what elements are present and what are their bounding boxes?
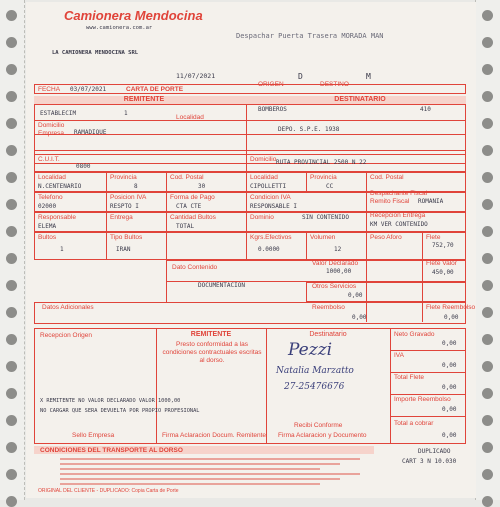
cart-number: CART 3 N 10.030 bbox=[402, 458, 457, 465]
despachante-label: Despachante Fiscal bbox=[370, 190, 428, 197]
volumen-value: 12 bbox=[334, 246, 342, 253]
destinatario-domicilio-label: Domicilio bbox=[250, 156, 277, 163]
tractor-hole bbox=[6, 226, 17, 237]
remitente-empresa-label: Empresa bbox=[38, 130, 65, 137]
tractor-hole bbox=[482, 37, 493, 48]
destinatario-sign-title: Destinatario bbox=[309, 331, 347, 338]
reembolso-label: Reembolso bbox=[312, 304, 345, 311]
dominio-value: SIN CONTENIDO bbox=[302, 214, 349, 221]
origin-code: D bbox=[298, 72, 303, 81]
tractor-hole bbox=[6, 442, 17, 453]
origin-label: ORIGEN bbox=[258, 81, 284, 88]
fine-print-line bbox=[60, 463, 340, 465]
tractor-hole bbox=[482, 307, 493, 318]
destinatario-provincia-value: CC bbox=[326, 183, 334, 190]
company-name: LA CAMIONERA MENDOCINA SRL bbox=[52, 50, 139, 56]
duplicado-label: DUPLICADO bbox=[418, 448, 451, 455]
valor-declarado-value: 1000,00 bbox=[326, 268, 352, 275]
tractor-hole bbox=[6, 172, 17, 183]
forma-pago-value: CTA CTE bbox=[176, 203, 202, 210]
tractor-hole bbox=[482, 64, 493, 75]
entrega-label: Entrega bbox=[110, 214, 133, 221]
date-value: 03/07/2021 bbox=[70, 86, 107, 93]
printed-line-1: X REMITENTE NO VALOR DECLARADO VALOR 1000,00 bbox=[40, 398, 181, 404]
remito-fiscal-label: Remito Fiscal bbox=[370, 198, 410, 205]
tractor-hole bbox=[6, 469, 17, 480]
tractor-hole bbox=[6, 10, 17, 21]
fine-print-line bbox=[60, 473, 360, 475]
flete-label: Flete bbox=[426, 234, 441, 241]
descripcion-label: Dato Contenido bbox=[172, 264, 218, 271]
bultos-value: 1 bbox=[60, 246, 64, 253]
reception-title: Recepcion Origen bbox=[40, 332, 93, 339]
otros-label: Otros Servicios bbox=[312, 283, 357, 290]
tractor-hole bbox=[6, 280, 17, 291]
tractor-hole bbox=[6, 361, 17, 372]
handwritten-signature: Pezzi bbox=[288, 340, 333, 360]
handwritten-name: Natalia Marzatto bbox=[276, 366, 354, 376]
tractor-hole bbox=[6, 253, 17, 264]
waybill-sheet bbox=[26, 2, 476, 498]
tractor-hole bbox=[482, 199, 493, 210]
tractor-hole bbox=[482, 226, 493, 237]
telefono-value: 02000 bbox=[38, 203, 57, 210]
recepcion-label: Recepcion Entrega bbox=[370, 212, 426, 219]
kg-label: Kgrs.Efectivos bbox=[250, 234, 292, 241]
tractor-hole bbox=[482, 361, 493, 372]
condicion-label: Condicion IVA bbox=[250, 194, 291, 201]
conditions-title: CONDICIONES DEL TRANSPORTE AL DORSO bbox=[40, 447, 183, 454]
destinatario-localidad-label: Localidad bbox=[250, 174, 278, 181]
fine-print-line bbox=[60, 483, 320, 485]
remitente-sign-title: REMITENTE bbox=[190, 331, 232, 338]
recibi-conforme: Recibi Conforme bbox=[294, 422, 343, 429]
tractor-hole bbox=[482, 496, 493, 507]
destinatario-title: DESTINATARIO bbox=[334, 96, 386, 103]
destinatario-number: 410 bbox=[420, 106, 431, 113]
otros-value: 0,00 bbox=[348, 292, 363, 299]
peso-aforo-label: Peso Aforo bbox=[370, 234, 402, 241]
dominio-label: Dominio bbox=[250, 214, 274, 221]
total-cobrar-label: Total a cobrar bbox=[394, 420, 434, 427]
tractor-hole bbox=[482, 253, 493, 264]
dest-label: DESTINO bbox=[320, 81, 349, 88]
tractor-hole bbox=[6, 118, 17, 129]
carbon-date: 11/07/2021 bbox=[176, 72, 216, 80]
cantidad-bultos-label: Cantidad Bultos bbox=[170, 214, 216, 221]
tractor-hole bbox=[6, 199, 17, 210]
remitente-title: REMITENTE bbox=[123, 96, 165, 103]
date-label: FECHA bbox=[38, 86, 61, 93]
destinatario-name: BOMBEROS bbox=[258, 106, 287, 113]
tractor-hole bbox=[482, 469, 493, 480]
tractor-hole bbox=[482, 172, 493, 183]
tractor-hole bbox=[6, 307, 17, 318]
tractor-hole bbox=[482, 280, 493, 291]
total-flete-value: 0,00 bbox=[442, 384, 457, 391]
handwritten-dni: 27-25476676 bbox=[284, 382, 345, 392]
tipo-bultos-value: IRAN bbox=[116, 246, 131, 253]
flete-reembolso-value: 0,00 bbox=[444, 314, 459, 321]
importe-reembolso-value: 0,00 bbox=[442, 406, 457, 413]
tractor-hole bbox=[482, 10, 493, 21]
remitente-name: ESTABLECIM bbox=[40, 110, 77, 117]
tractor-hole bbox=[6, 64, 17, 75]
tractor-hole bbox=[6, 388, 17, 399]
fine-print-line bbox=[60, 468, 320, 470]
tractor-hole bbox=[6, 91, 17, 102]
remitente-conformity-text: Presto conformidad a las condiciones contractuales escritas al dorso. bbox=[162, 341, 262, 364]
condicion-value: RESPONSABLE I bbox=[250, 203, 297, 210]
tractor-hole bbox=[482, 388, 493, 399]
company-logo: Camionera Mendocina bbox=[64, 8, 203, 23]
importe-reembolso-label: Importe Reembolso bbox=[394, 396, 451, 403]
flete-valor-value: 450,00 bbox=[432, 269, 454, 276]
tipo-bultos-label: Tipo Bultos bbox=[110, 234, 143, 241]
flete-reembolso-label: Flete Reembolso bbox=[426, 304, 476, 311]
recibi-firma: Firma Aclaracion y Documento bbox=[278, 432, 367, 439]
cantidad-bultos-value: TOTAL bbox=[176, 223, 195, 230]
responsable-value: ELEMA bbox=[38, 223, 57, 230]
destinatario-domicilio-value: RUTA PROVINCIAL 2500 N 22 bbox=[276, 159, 367, 166]
tractor-hole bbox=[6, 37, 17, 48]
tractor-hole bbox=[482, 334, 493, 345]
forma-pago-label: Forma de Pago bbox=[170, 194, 215, 201]
remitente-provincia-label: Provincia bbox=[110, 174, 137, 181]
iva-label: IVA bbox=[394, 352, 404, 359]
tractor-hole bbox=[482, 91, 493, 102]
remitente-cp-value: 30 bbox=[198, 183, 206, 190]
tractor-hole bbox=[482, 442, 493, 453]
destinatario-localidad-value: CIPOLLETTI bbox=[250, 183, 287, 190]
responsable-label: Responsable bbox=[38, 214, 76, 221]
sello-empresa: Sello Empresa bbox=[72, 432, 115, 439]
tractor-hole bbox=[482, 415, 493, 426]
remitente-provincia-value: 8 bbox=[134, 183, 138, 190]
destinatario-cp-label: Cod. Postal bbox=[370, 174, 404, 181]
reembolso-row bbox=[34, 302, 466, 324]
recepcion-value: KM VER CONTENIDO bbox=[370, 221, 428, 228]
tractor-hole bbox=[6, 496, 17, 507]
remitente-localidad-label: Localidad bbox=[176, 114, 204, 121]
remitente-cp-label: Cod. Postal bbox=[170, 174, 204, 181]
footer-text: ORIGINAL DEL CLIENTE - DUPLICADO: Copia Carta de Porte bbox=[38, 488, 179, 494]
company-website: www.camionera.com.ar bbox=[86, 25, 153, 31]
total-cobrar-value: 0,00 bbox=[442, 432, 457, 439]
remitente-empresa-value: RAMADIQUE bbox=[74, 129, 107, 136]
dest-code: M bbox=[366, 72, 371, 81]
despachante-value: ROMANIA bbox=[418, 198, 444, 205]
kg-value: 0.0000 bbox=[258, 246, 280, 253]
neto-value: 0,00 bbox=[442, 340, 457, 347]
neto-label: Neto Gravado bbox=[394, 331, 435, 338]
volumen-label: Volumen bbox=[310, 234, 336, 241]
destinatario-provincia-label: Provincia bbox=[310, 174, 337, 181]
flete-valor-label: Flete Valor bbox=[426, 260, 457, 267]
fine-print-line bbox=[60, 458, 360, 460]
carbon-banner: Despachar Puerta Trasera MORADA MAN bbox=[236, 32, 384, 40]
observaciones-label: Datos Adicionales bbox=[42, 304, 94, 311]
bultos-label: Bultos bbox=[38, 234, 57, 241]
firma-remitente: Firma Aclaracion Docum. Remitente bbox=[162, 432, 267, 439]
descripcion-value: DOCUMENTACION bbox=[198, 282, 245, 289]
tractor-hole bbox=[6, 334, 17, 345]
posicion-iva-label: Posicion IVA bbox=[110, 194, 147, 201]
tractor-hole bbox=[482, 145, 493, 156]
valor-declarado-label: Valor Declarado bbox=[312, 260, 359, 267]
reembolso-value: 0,00 bbox=[352, 314, 367, 321]
remitente-number: 1 bbox=[124, 110, 128, 117]
telefono-label: Telefono bbox=[38, 194, 63, 201]
remitente-cuit-value: 0800 bbox=[76, 163, 91, 170]
printed-line-2: NO CARGAR QUE SERA DEVUELTA POR PROPIO PROFESIONAL bbox=[40, 408, 200, 414]
destinatario-empresa-value: DEPO. S.P.E. 1938 bbox=[278, 126, 340, 133]
total-flete-label: Total Flete bbox=[394, 374, 424, 381]
remitente-localidad-value: N.CENTENARIO bbox=[38, 183, 82, 190]
tractor-hole bbox=[482, 118, 493, 129]
remitente-cuit-label: C.U.I.T. bbox=[38, 156, 60, 163]
fine-print-line bbox=[60, 478, 340, 480]
remitente-domicilio-label: Domicilio bbox=[38, 122, 65, 129]
flete-value: 752,70 bbox=[432, 242, 454, 249]
iva-value: 0,00 bbox=[442, 362, 457, 369]
remitente-localidad2-label: Localidad bbox=[38, 174, 66, 181]
tractor-hole bbox=[6, 145, 17, 156]
doc-type-label: CARTA DE PORTE bbox=[126, 86, 184, 93]
tractor-hole bbox=[6, 415, 17, 426]
posicion-iva-value: RESPTO I bbox=[110, 203, 139, 210]
